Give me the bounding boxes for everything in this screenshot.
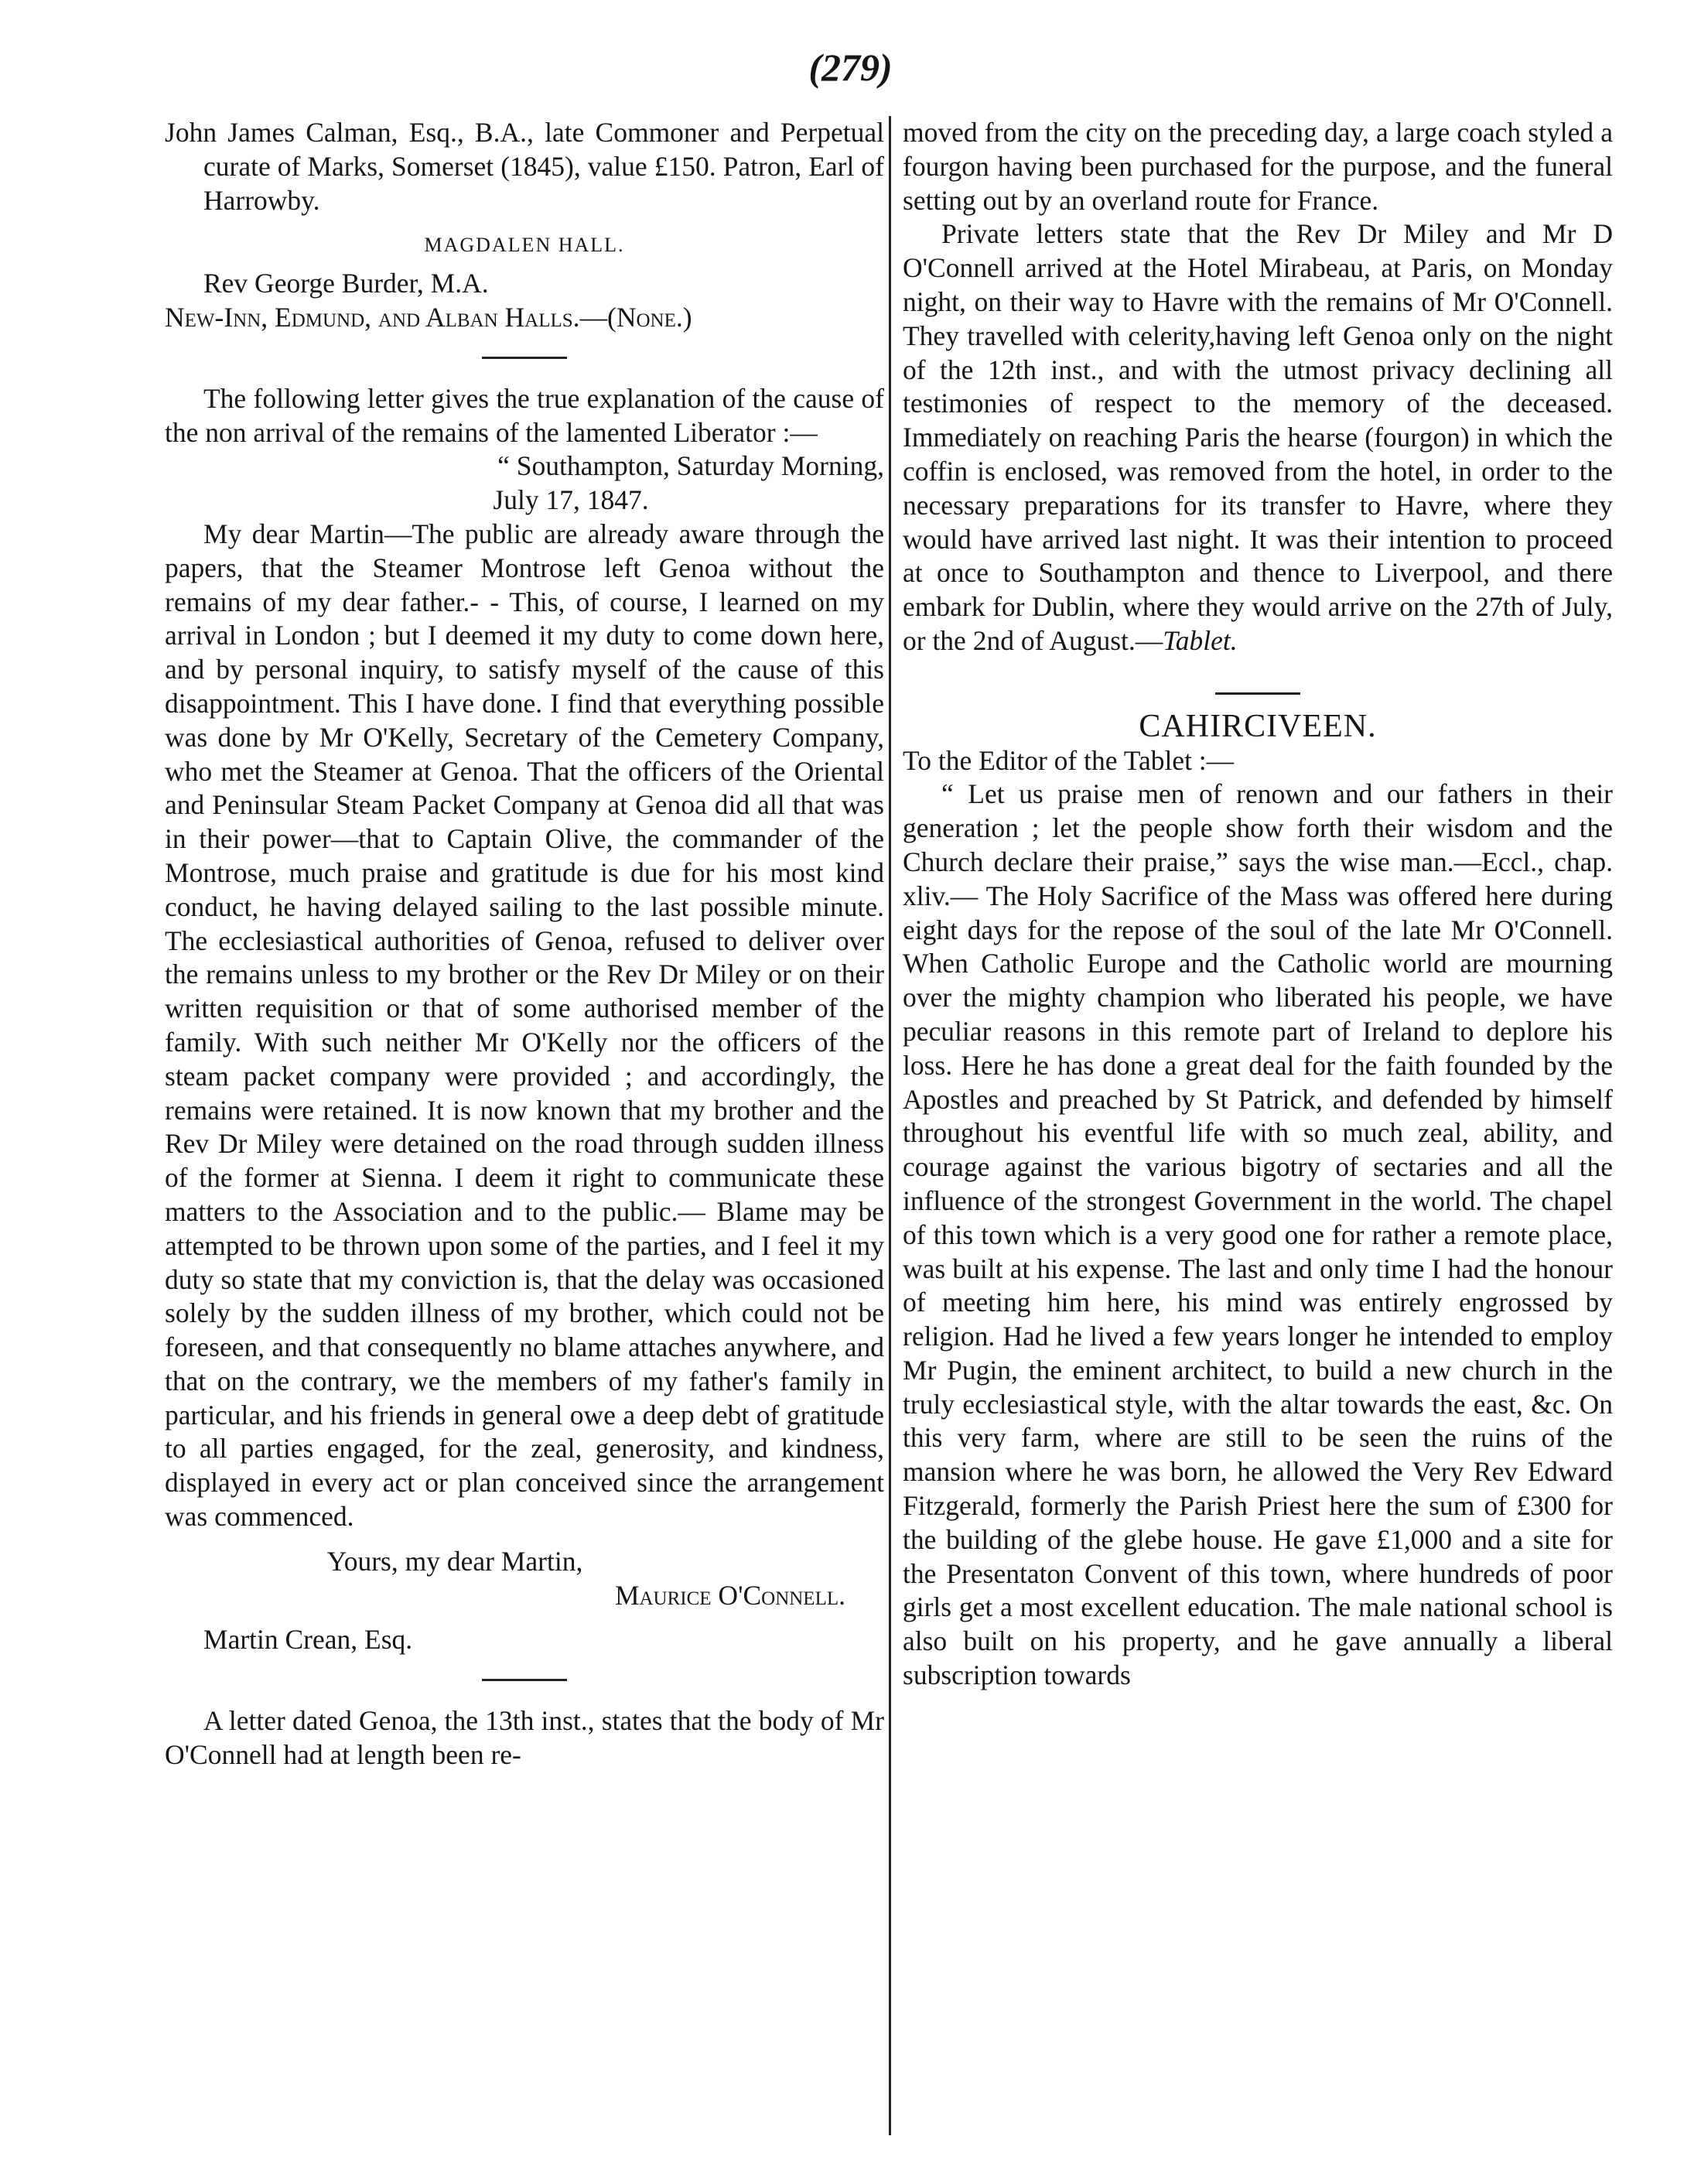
funeral-continued-paragraph: moved from the city on the preceding day, a large coach styled a fourgon having been purchased for the purpose, and the funeral setting out by an overland route for France. (903, 117, 1613, 216)
letter-dateline-date: July 17, 1847. (493, 484, 649, 516)
genoa-letter-paragraph: A letter dated Genoa, the 13th inst., states that the body of Mr O'Connell had at length been re- (165, 1705, 884, 1771)
letter-dateline-place: “ Southampton, Saturday Morning, (497, 450, 884, 482)
section-rule (1215, 692, 1300, 695)
page-number: (279) (808, 46, 893, 89)
section-rule (482, 357, 567, 359)
halls-entry: New-Inn, Edmund, and Alban Halls.—(None.) (165, 301, 692, 333)
magdalen-entry: Rev George Burder, M.A. (203, 268, 489, 299)
magdalen-hall-heading: MAGDALEN HALL. (424, 234, 625, 257)
curate-entry: John James Calman, Esq., B.A., late Commoner and Perpetual curate of Marks, Somerset (1845), value £150. Patron, Earl of Harrowby. (165, 117, 884, 216)
letter-addressee: Martin Crean, Esq. (203, 1624, 413, 1656)
to-editor-line: To the Editor of the Tablet :— (903, 744, 1235, 776)
letter-body: My dear Martin—The public are already aware through the papers, that the Steamer Montrose left Genoa without the remains of my dear father.- - This, of course, I learned on my arrival in London ; but I deemed it my duty to come down here, and by personal inquiry, to satisfy myself of the cause of this disappointment. This I have done. I find that everything possible was done by Mr O'Kelly, Secretary of the Cemetery Company, who met the Steamer at Genoa. That the officers of the Oriental and Peninsular Steam Packet Company at Genoa did all that was in their power—that to Captain Olive, the commander of the Montrose, much praise and gratitude is due for his most kind conduct, he having delayed sailing to the last possible minute. The ecclesiastical authorities of Genoa, refused to deliver over the remains unless to my brother or the Rev Dr Miley or on their written requisition or that of some authorised member of the family. With such neither Mr O'Kelly nor the officers of the steam packet company were provided ; and accordingly, the remains were retained. It is now known that my brother and the Rev Dr Miley were detained on the road through sudden illness of the former at Sienna. I deem it right to communicate these matters to the Association and to the public.— Blame may be attempted to be thrown upon some of the parties, and I feel it my duty so state that my conviction is, that the delay was occasioned solely by the sudden illness of my brother, which could not be foreseen, and that consequently no blame attaches anywhere, and that on the contrary, we the members of my father's family in particular, and his friends in general owe a deep debt of gratitude to all parties engaged, for the zeal, generosity, and kindness, displayed in every act or plan conceived since the arrangement was commenced. (165, 518, 884, 1533)
letter-intro: The following letter gives the true explanation of the cause of the non arrival of the remains of the lamented Liberator :— (165, 382, 884, 448)
private-letters-paragraph (903, 217, 1613, 658)
column-divider (889, 116, 891, 2135)
letter-closing: Yours, my dear Martin, (326, 1545, 583, 1577)
right-column (903, 116, 1613, 1693)
cahirciveen-heading: CAHIRCIVEEN. (1139, 708, 1377, 744)
section-rule (482, 1679, 567, 1681)
tablet-source: Tablet. (1163, 624, 1238, 656)
private-letters-text: Private letters state that the Rev Dr Miley and Mr D O'Connell arrived at the Hotel Mirabeau, at Paris, on Monday night, on their way to Havre with the remains of Mr O'Connell. They travelled with celerity,having left Genoa only on the night of the 12th inst., and with the utmost privacy declining all testimonies of respect to the memory of the deceased. Immediately on reaching Paris the hearse (fourgon) in which the coffin is enclosed, was removed from the hotel, in order to the necessary preparations for its transfer to Havre, where they would have arrived last night. It was their intention to proceed at once to Southampton and thence to Liverpool, and there embark for Dublin, where they would arrive on the 27th of July, or the 2nd of August.— (903, 218, 1613, 656)
letter-signature: Maurice O'Connell. (614, 1579, 845, 1611)
left-column (165, 116, 884, 1772)
cahirciveen-letter-body: “ Let us praise men of renown and our fathers in their generation ; let the people show forth their wisdom and the Church declare their praise,” says the wise man.—Eccl., chap. xliv.— The Holy Sacrifice of the Mass was offered here during eight days for the repose of the soul of the late Mr O'Connell. When Catholic Europe and the Catholic world are mourning over the mighty champion who liberated his people, we have peculiar reasons in this remote part of Ireland to deplore his loss. Here he has done a great deal for the faith founded by the Apostles and preached by St Patrick, and defended by himself throughout his eventful life with so much zeal, ability, and courage against the various bigotry of sectaries and all the influence of the strongest Government in the world. The chapel of this town which is a very good one for rather a remote place, was built at his expense. The last and only time I had the honour of meeting him here, his mind was entirely engrossed by religion. Had he lived a few years longer he intended to employ Mr Pugin, the eminent architect, to build a new church in the truly ecclesiastical style, with the altar towards the east, &c. On this very farm, where are still to be seen the ruins of the mansion where he was born, he allowed the Very Rev Edward Fitzgerald, formerly the Parish Priest here the sum of £300 for the building of the glebe house. He gave £1,000 and a site for the Presentaton Convent of this town, where hundreds of poor girls get a most excellent education. The male national school is also built on his property, and he gave annually a liberal subscription towards (903, 778, 1613, 1691)
